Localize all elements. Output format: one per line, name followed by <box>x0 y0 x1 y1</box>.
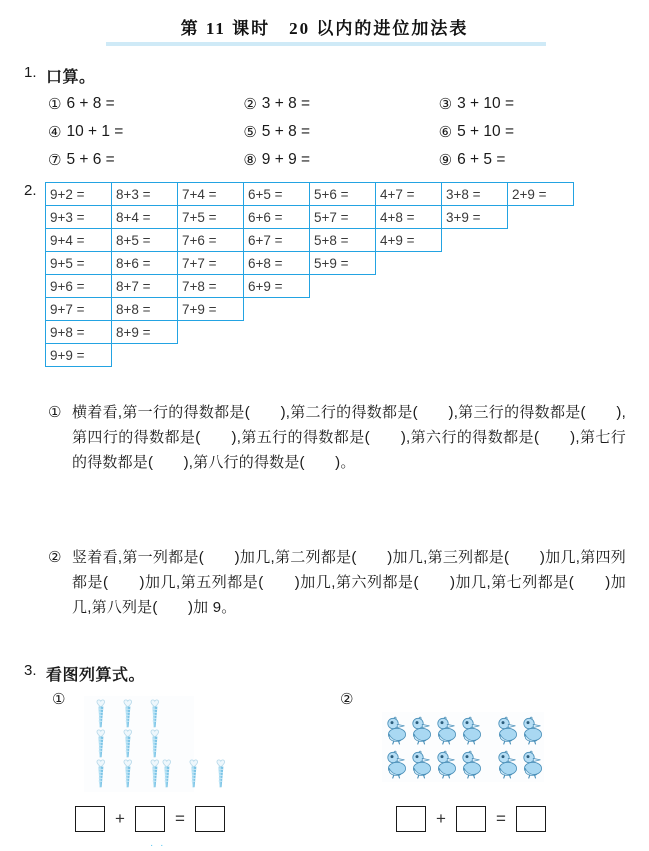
oral-item[interactable] <box>48 151 243 169</box>
question-rows-text: 横着看,第一行的得数都是( ),第二行的得数都是( ),第三行的得数都是( ),第四行的得数都是( ),第五行的得数都是( ),第六行的得数都是( ),第七行的得数都是( ),第八行的得数是( )。 <box>72 404 626 471</box>
duck-row <box>384 714 545 745</box>
answer-box-addend-2[interactable] <box>135 806 165 832</box>
addition-table-cell[interactable]: 6+9 = <box>243 274 310 298</box>
addition-table-row <box>45 205 573 228</box>
item-marker: ⑧ <box>243 151 257 169</box>
ice-cream-cone-icon <box>117 698 139 728</box>
question-marker: ② <box>48 549 62 566</box>
item-expression: 3 + 10 = <box>457 95 514 112</box>
section2-number: 2. <box>24 182 37 199</box>
question-marker: ① <box>48 404 62 421</box>
section1-number: 1. <box>24 64 37 81</box>
answer-box-addend-1[interactable] <box>396 806 426 832</box>
addition-table-cell[interactable]: 5+6 = <box>309 182 376 206</box>
addition-table-cell[interactable]: 8+3 = <box>111 182 178 206</box>
addition-table-row <box>45 182 573 205</box>
addition-table-cell[interactable]: 6+6 = <box>243 205 310 229</box>
addition-table-cell[interactable]: 5+8 = <box>309 228 376 252</box>
answer-box-sum[interactable] <box>195 806 225 832</box>
item-marker: ⑦ <box>48 151 62 169</box>
cone-row <box>90 698 166 728</box>
addition-table-cell[interactable]: 9+4 = <box>45 228 112 252</box>
addition-table-row <box>45 251 573 274</box>
addition-table-cell[interactable]: 6+7 = <box>243 228 310 252</box>
ice-cream-cone-icon <box>90 758 112 788</box>
addition-table-row <box>45 320 573 343</box>
item-expression: 5 + 6 = <box>66 151 115 168</box>
item-marker: ⑥ <box>438 123 453 141</box>
addition-table-row <box>45 343 573 366</box>
item-expression: 5 + 8 = <box>261 123 311 140</box>
addition-table-cell[interactable]: 7+8 = <box>177 274 244 298</box>
duck-row <box>384 748 545 779</box>
addition-table-cell[interactable]: 4+9 = <box>375 228 442 252</box>
oral-item[interactable] <box>439 151 634 169</box>
plus-sign: + <box>436 809 446 828</box>
duck-icon <box>409 748 434 779</box>
title-underline-rule <box>106 42 546 46</box>
addition-table-row <box>45 228 573 251</box>
ice-cream-cone-icon <box>210 758 232 788</box>
item-marker: ④ <box>48 123 62 141</box>
addition-table-cell[interactable]: 9+6 = <box>45 274 112 298</box>
equals-sign: = <box>496 809 506 828</box>
item-marker: ① <box>48 95 62 113</box>
section3-heading: 看图列算式。 <box>46 667 146 684</box>
addition-table-cell[interactable]: 7+9 = <box>177 297 244 321</box>
item-expression: 5 + 10 = <box>457 123 514 140</box>
addition-table-cell[interactable]: 5+7 = <box>309 205 376 229</box>
ice-cream-cone-icon <box>117 758 139 788</box>
duck-icon <box>495 748 520 779</box>
addition-table-cell[interactable]: 7+5 = <box>177 205 244 229</box>
ice-cream-cone-icon <box>183 758 205 788</box>
oral-row <box>48 146 634 174</box>
duck-illustration <box>382 712 544 782</box>
section3-number: 3. <box>24 662 37 679</box>
ice-cream-cone-icon <box>144 698 166 728</box>
duck-icon <box>459 748 484 779</box>
answer-box-addend-2[interactable] <box>456 806 486 832</box>
page-marker: · · <box>150 840 166 851</box>
addition-table-cell[interactable]: 9+9 = <box>45 343 112 367</box>
question-columns <box>48 545 626 620</box>
item-expression: 10 + 1 = <box>66 123 124 140</box>
addition-table-cell[interactable]: 3+8 = <box>441 182 508 206</box>
duck-icon <box>409 714 434 745</box>
item-expression: 6 + 5 = <box>457 151 506 168</box>
group-gap <box>484 714 495 745</box>
addition-table-cell[interactable]: 4+8 = <box>375 205 442 229</box>
addition-table-cell[interactable]: 2+9 = <box>507 182 574 206</box>
addition-table-cell[interactable]: 5+9 = <box>309 251 376 275</box>
ice-cream-cone-icon <box>117 728 139 758</box>
duck-icon <box>495 714 520 745</box>
addition-table-cell[interactable]: 6+8 = <box>243 251 310 275</box>
cone-row <box>90 728 166 758</box>
addition-table-row <box>45 274 573 297</box>
page-title-wrap <box>0 14 649 39</box>
group-gap <box>484 748 495 779</box>
ice-cream-cone-icon <box>144 728 166 758</box>
addition-table-cell[interactable]: 8+5 = <box>111 228 178 252</box>
item-marker: ⑨ <box>438 151 453 169</box>
question-rows <box>48 400 626 475</box>
oral-item[interactable] <box>48 123 243 141</box>
addition-table-cell[interactable]: 7+4 = <box>177 182 244 206</box>
answer-box-sum[interactable] <box>516 806 546 832</box>
oral-row <box>48 90 634 118</box>
equals-sign: = <box>175 809 185 828</box>
oral-item[interactable] <box>243 95 438 113</box>
item-expression: 9 + 9 = <box>261 151 311 168</box>
item-marker: ② <box>243 95 257 113</box>
picture-1-marker: ① <box>52 691 66 708</box>
ice-cream-cone-icon <box>90 698 112 728</box>
oral-item[interactable] <box>243 151 438 169</box>
item-marker: ⑤ <box>243 123 257 141</box>
cone-row-extra <box>156 758 232 788</box>
section1-heading: 口算。 <box>46 69 96 86</box>
addition-table-cell[interactable]: 8+7 = <box>111 274 178 298</box>
equation-row-2 <box>396 806 546 832</box>
duck-icon <box>434 748 459 779</box>
addition-table-cell[interactable]: 7+7 = <box>177 251 244 275</box>
item-marker: ③ <box>438 95 453 113</box>
addition-table-cell[interactable]: 8+4 = <box>111 205 178 229</box>
oral-item[interactable] <box>48 95 243 113</box>
question-columns-text: 竖着看,第一列都是( )加几,第二列都是( )加几,第三列都是( )加几,第四列都是( )加几,第五列都是( )加几,第六列都是( )加几,第七列都是( )加几,第八列是( )加 9。 <box>72 549 626 616</box>
cone-row <box>90 758 166 788</box>
oral-row <box>48 118 634 146</box>
addition-table <box>45 182 573 366</box>
addition-table-cell[interactable]: 4+7 = <box>375 182 442 206</box>
equation-row-1 <box>75 806 225 832</box>
item-expression: 3 + 8 = <box>261 95 311 112</box>
ice-cream-cone-icon <box>156 758 178 788</box>
duck-icon <box>384 748 409 779</box>
addition-table-cell[interactable]: 9+3 = <box>45 205 112 229</box>
addition-table-cell[interactable]: 8+9 = <box>111 320 178 344</box>
addition-table-cell[interactable]: 8+8 = <box>111 297 178 321</box>
addition-table-cell[interactable]: 8+6 = <box>111 251 178 275</box>
item-expression: 6 + 8 = <box>66 95 115 112</box>
addition-table-row <box>45 297 573 320</box>
duck-icon <box>434 714 459 745</box>
plus-sign: + <box>115 809 125 828</box>
picture-2-marker: ② <box>340 691 354 708</box>
addition-table-cell[interactable]: 7+6 = <box>177 228 244 252</box>
addition-table-cell[interactable]: 9+8 = <box>45 320 112 344</box>
ice-cream-cone-illustration <box>84 696 194 792</box>
addition-table-cell[interactable]: 9+2 = <box>45 182 112 206</box>
addition-table-cell[interactable]: 6+5 = <box>243 182 310 206</box>
duck-icon <box>459 714 484 745</box>
addition-table-cell[interactable]: 9+7 = <box>45 297 112 321</box>
duck-icon <box>520 748 545 779</box>
answer-box-addend-1[interactable] <box>75 806 105 832</box>
duck-icon <box>520 714 545 745</box>
addition-table-cell[interactable]: 3+9 = <box>441 205 508 229</box>
oral-calculation-grid <box>48 90 634 174</box>
oral-item[interactable] <box>439 123 634 141</box>
addition-table-cell[interactable]: 9+5 = <box>45 251 112 275</box>
page-title: 第 11 课时 20 以内的进位加法表 <box>180 19 469 38</box>
oral-item[interactable] <box>439 95 634 113</box>
oral-item[interactable] <box>243 123 438 141</box>
ice-cream-cone-icon <box>90 728 112 758</box>
duck-icon <box>384 714 409 745</box>
